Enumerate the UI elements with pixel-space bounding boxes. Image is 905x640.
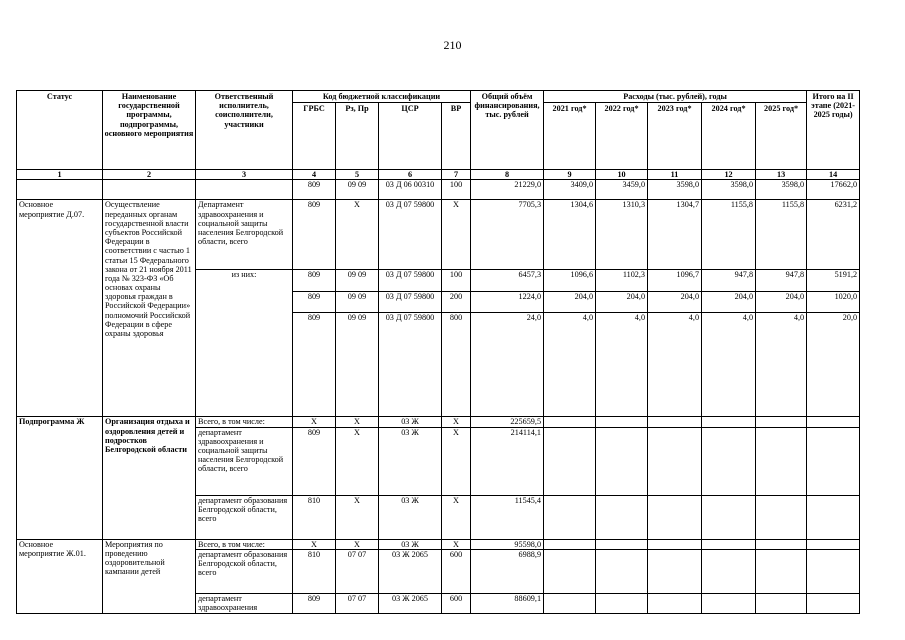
- header-name: Наименование государственной программы, подпрограммы, основного мероприятия: [103, 91, 196, 170]
- y2021-cell: 1304,6: [544, 200, 596, 270]
- y2024-cell: [702, 593, 756, 613]
- y2022-cell: [596, 549, 648, 593]
- y2024-cell: 947,8: [702, 270, 756, 292]
- y2022-cell: 1310,3: [596, 200, 648, 270]
- grbs-cell: 809: [293, 270, 336, 292]
- y2024-cell: [702, 427, 756, 495]
- column-number-row: [17, 170, 860, 180]
- y2023-cell: [648, 417, 702, 427]
- grbs-cell: 809: [293, 593, 336, 613]
- table-header: [17, 91, 860, 180]
- y2023-cell: 3598,0: [648, 180, 702, 200]
- y2025-cell: [756, 539, 807, 549]
- column-number: 11: [648, 170, 702, 180]
- y2021-cell: [544, 427, 596, 495]
- stage-total-cell: [807, 417, 860, 427]
- csr-cell: 03 Д 06 00310: [379, 180, 442, 200]
- vr-cell: 100: [442, 270, 471, 292]
- rzpr-cell: 09 09: [336, 180, 379, 200]
- header-csr: ЦСР: [379, 103, 442, 170]
- header-2023: 2023 год*: [648, 103, 702, 170]
- grbs-cell: 809: [293, 200, 336, 270]
- vr-cell: Х: [442, 427, 471, 495]
- stage-total-cell: [807, 539, 860, 549]
- y2022-cell: [596, 495, 648, 539]
- header-2022: 2022 год*: [596, 103, 648, 170]
- y2025-cell: 204,0: [756, 292, 807, 313]
- rzpr-cell: Х: [336, 539, 379, 549]
- y2021-cell: [544, 593, 596, 613]
- y2021-cell: 3409,0: [544, 180, 596, 200]
- y2023-cell: [648, 539, 702, 549]
- grbs-cell: 810: [293, 549, 336, 593]
- y2023-cell: 1304,7: [648, 200, 702, 270]
- rzpr-cell: 07 07: [336, 593, 379, 613]
- table-row: [17, 200, 860, 270]
- y2021-cell: 204,0: [544, 292, 596, 313]
- column-number: 5: [336, 170, 379, 180]
- responsible-cell: Всего, в том числе:: [196, 417, 293, 427]
- y2022-cell: 3459,0: [596, 180, 648, 200]
- csr-cell: 03 Д 07 59800: [379, 313, 442, 417]
- column-number: 9: [544, 170, 596, 180]
- total-cell: 11545,4: [471, 495, 544, 539]
- header-rzpr: Рз, Пр: [336, 103, 379, 170]
- table-row: [17, 417, 860, 427]
- grbs-cell: 809: [293, 427, 336, 495]
- csr-cell: 03 Ж: [379, 495, 442, 539]
- grbs-cell: Х: [293, 417, 336, 427]
- vr-cell: 100: [442, 180, 471, 200]
- responsible-cell: [196, 180, 293, 200]
- responsible-cell: из них:: [196, 270, 293, 417]
- column-number: 13: [756, 170, 807, 180]
- y2024-cell: [702, 495, 756, 539]
- rzpr-cell: 07 07: [336, 549, 379, 593]
- status-cell: Подпрограмма Ж: [17, 417, 103, 539]
- csr-cell: 03 Ж 2065: [379, 593, 442, 613]
- stage-total-cell: 17662,0: [807, 180, 860, 200]
- stage-total-cell: [807, 495, 860, 539]
- name-cell: [103, 180, 196, 200]
- vr-cell: 600: [442, 549, 471, 593]
- y2021-cell: [544, 495, 596, 539]
- csr-cell: 03 Д 07 59800: [379, 270, 442, 292]
- csr-cell: 03 Д 07 59800: [379, 292, 442, 313]
- header-status: Статус: [17, 91, 103, 170]
- rzpr-cell: 09 09: [336, 313, 379, 417]
- column-number: 2: [103, 170, 196, 180]
- vr-cell: Х: [442, 200, 471, 270]
- stage-total-cell: 5191,2: [807, 270, 860, 292]
- y2025-cell: 947,8: [756, 270, 807, 292]
- rzpr-cell: Х: [336, 200, 379, 270]
- status-cell: Основное мероприятие Ж.01.: [17, 539, 103, 613]
- header-grbs: ГРБС: [293, 103, 336, 170]
- column-number: 8: [471, 170, 544, 180]
- total-cell: 95598,0: [471, 539, 544, 549]
- stage-total-cell: [807, 427, 860, 495]
- column-number: 10: [596, 170, 648, 180]
- status-cell: [17, 180, 103, 200]
- vr-cell: 200: [442, 292, 471, 313]
- column-number: 3: [196, 170, 293, 180]
- grbs-cell: 809: [293, 180, 336, 200]
- stage-total-cell: 20,0: [807, 313, 860, 417]
- responsible-cell: департамент образования Белгородской области, всего: [196, 495, 293, 539]
- y2025-cell: 3598,0: [756, 180, 807, 200]
- y2024-cell: 3598,0: [702, 180, 756, 200]
- y2025-cell: [756, 427, 807, 495]
- rzpr-cell: 09 09: [336, 270, 379, 292]
- y2024-cell: [702, 417, 756, 427]
- header-total-financing: Общий объём финансирования, тыс. рублей: [471, 91, 544, 170]
- column-number: 14: [807, 170, 860, 180]
- y2022-cell: [596, 539, 648, 549]
- header-vr: ВР: [442, 103, 471, 170]
- name-cell: Организация отдыха и оздоровления детей и подростков Белгородской области: [103, 417, 196, 539]
- total-cell: 21229,0: [471, 180, 544, 200]
- y2025-cell: [756, 417, 807, 427]
- column-number: 1: [17, 170, 103, 180]
- y2021-cell: [544, 539, 596, 549]
- vr-cell: Х: [442, 495, 471, 539]
- grbs-cell: 809: [293, 292, 336, 313]
- responsible-cell: департамент здравоохранения: [196, 593, 293, 613]
- grbs-cell: Х: [293, 539, 336, 549]
- header-2025: 2025 год*: [756, 103, 807, 170]
- vr-cell: 800: [442, 313, 471, 417]
- y2024-cell: [702, 539, 756, 549]
- total-cell: 7705,3: [471, 200, 544, 270]
- rzpr-cell: Х: [336, 427, 379, 495]
- total-cell: 6457,3: [471, 270, 544, 292]
- column-number: 4: [293, 170, 336, 180]
- header-budget-code: Код бюджетной классификации: [293, 91, 471, 103]
- table-body: [17, 180, 860, 613]
- total-cell: 24,0: [471, 313, 544, 417]
- budget-table: [16, 90, 860, 614]
- y2023-cell: [648, 549, 702, 593]
- vr-cell: Х: [442, 417, 471, 427]
- rzpr-cell: 09 09: [336, 292, 379, 313]
- name-cell: Мероприятия по проведению оздоровительной кампании детей: [103, 539, 196, 613]
- y2025-cell: 1155,8: [756, 200, 807, 270]
- table-row: [17, 180, 860, 200]
- y2025-cell: [756, 549, 807, 593]
- y2023-cell: 1096,7: [648, 270, 702, 292]
- responsible-cell: Всего, в том числе:: [196, 539, 293, 549]
- stage-total-cell: 1020,0: [807, 292, 860, 313]
- csr-cell: 03 Ж: [379, 417, 442, 427]
- responsible-cell: департамент здравоохранения и социальной защиты населения Белгородской области, всего: [196, 427, 293, 495]
- column-number: 6: [379, 170, 442, 180]
- y2024-cell: 4,0: [702, 313, 756, 417]
- y2022-cell: 1102,3: [596, 270, 648, 292]
- y2024-cell: [702, 549, 756, 593]
- vr-cell: Х: [442, 539, 471, 549]
- stage-total-cell: [807, 593, 860, 613]
- header-2024: 2024 год*: [702, 103, 756, 170]
- total-cell: 6988,9: [471, 549, 544, 593]
- y2021-cell: [544, 549, 596, 593]
- total-cell: 225659,5: [471, 417, 544, 427]
- y2022-cell: [596, 417, 648, 427]
- y2025-cell: [756, 593, 807, 613]
- vr-cell: 600: [442, 593, 471, 613]
- grbs-cell: 810: [293, 495, 336, 539]
- y2024-cell: 204,0: [702, 292, 756, 313]
- csr-cell: 03 Ж 2065: [379, 549, 442, 593]
- table-row: [17, 539, 860, 549]
- y2023-cell: 4,0: [648, 313, 702, 417]
- y2022-cell: 4,0: [596, 313, 648, 417]
- csr-cell: 03 Ж: [379, 539, 442, 549]
- y2021-cell: 4,0: [544, 313, 596, 417]
- y2022-cell: [596, 593, 648, 613]
- y2021-cell: 1096,6: [544, 270, 596, 292]
- csr-cell: 03 Ж: [379, 427, 442, 495]
- total-cell: 88609,1: [471, 593, 544, 613]
- responsible-cell: Департамент здравоохранения и социальной защиты населения Белгородской области, всего: [196, 200, 293, 270]
- header-expenses: Расходы (тыс. рублей), годы: [544, 91, 807, 103]
- stage-total-cell: 6231,2: [807, 200, 860, 270]
- y2024-cell: 1155,8: [702, 200, 756, 270]
- page-number: 210: [443, 38, 462, 52]
- y2022-cell: [596, 427, 648, 495]
- y2021-cell: [544, 417, 596, 427]
- header-stage-total: Итого на II этапе (2021-2025 годы): [807, 91, 860, 170]
- y2025-cell: [756, 495, 807, 539]
- y2023-cell: [648, 495, 702, 539]
- status-cell: Основное мероприятие Д.07.: [17, 200, 103, 417]
- responsible-cell: департамент образования Белгородской области, всего: [196, 549, 293, 593]
- header-responsible: Ответственный исполнитель, соисполнители, участники: [196, 91, 293, 170]
- rzpr-cell: Х: [336, 417, 379, 427]
- total-cell: 214114,1: [471, 427, 544, 495]
- header-2021: 2021 год*: [544, 103, 596, 170]
- column-number: 7: [442, 170, 471, 180]
- stage-total-cell: [807, 549, 860, 593]
- y2023-cell: [648, 593, 702, 613]
- grbs-cell: 809: [293, 313, 336, 417]
- name-cell: Осуществление переданных органам государственной власти субъектов Российской Федерации в соответствии с частью 1 статьи 15 Федерального закона от 21 ноября 2011 года № 323-ФЗ «Об основах охраны здоровья граждан в Российской Федерации» полномочий Российской Федерации в сфере охраны здоровья: [103, 200, 196, 417]
- y2025-cell: 4,0: [756, 313, 807, 417]
- csr-cell: 03 Д 07 59800: [379, 200, 442, 270]
- rzpr-cell: Х: [336, 495, 379, 539]
- total-cell: 1224,0: [471, 292, 544, 313]
- y2022-cell: 204,0: [596, 292, 648, 313]
- y2023-cell: 204,0: [648, 292, 702, 313]
- y2023-cell: [648, 427, 702, 495]
- column-number: 12: [702, 170, 756, 180]
